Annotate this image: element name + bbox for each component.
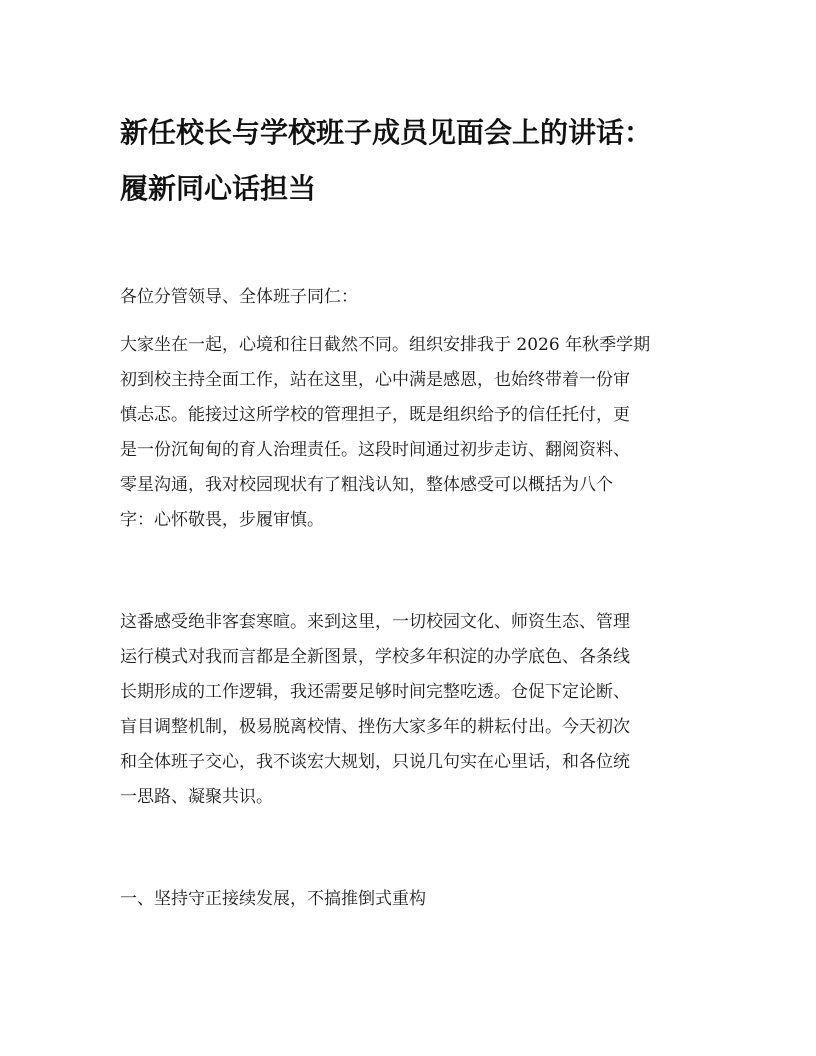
section-heading: 一、坚持守正接续发展，不搞推倒式重构 [120, 889, 426, 909]
paragraph-line: 盲目调整机制，极易脱离校情、挫伤大家多年的耕耘付出。今天初次 [120, 717, 630, 737]
paragraph-line: 和全体班子交心，我不谈宏大规划，只说几句实在心里话，和各位统 [120, 752, 630, 772]
title-line: 新任校长与学校班子成员见面会上的讲话： [120, 116, 653, 149]
paragraph-line: 是一份沉甸甸的育人治理责任。这段时间通过初步走访、翻阅资料、 [120, 440, 630, 460]
salutation: 各位分管领导、全体班子同仁： [120, 287, 358, 307]
title-line: 履新同心话担当 [120, 172, 317, 205]
paragraph-line: 长期形成的工作逻辑，我还需要足够时间完整吃透。仓促下定论断、 [120, 682, 630, 702]
paragraph-line: 初到校主持全面工作，站在这里，心中满是感恩，也始终带着一份审 [120, 370, 630, 390]
paragraph-line: 字：心怀敬畏，步履审慎。 [120, 510, 324, 530]
paragraph-line: 运行模式对我而言都是全新图景，学校多年积淀的办学底色、各条线 [120, 647, 630, 667]
paragraph-line: 一思路、凝聚共识。 [120, 787, 273, 807]
paragraph-line: 零星沟通，我对校园现状有了粗浅认知，整体感受可以概括为八个 [120, 475, 613, 495]
paragraph-line: 慎忐忑。能接过这所学校的管理担子，既是组织给予的信任托付，更 [120, 405, 630, 425]
paragraph-2 [120, 605, 700, 815]
paragraph-line: 这番感受绝非客套寒暄。来到这里，一切校园文化、师资生态、管理 [120, 612, 630, 632]
document-title [120, 105, 700, 217]
paragraph-1 [120, 328, 700, 538]
paragraph-line: 大家坐在一起，心境和往日截然不同。组织安排我于 2026 年秋季学期 [120, 335, 651, 355]
